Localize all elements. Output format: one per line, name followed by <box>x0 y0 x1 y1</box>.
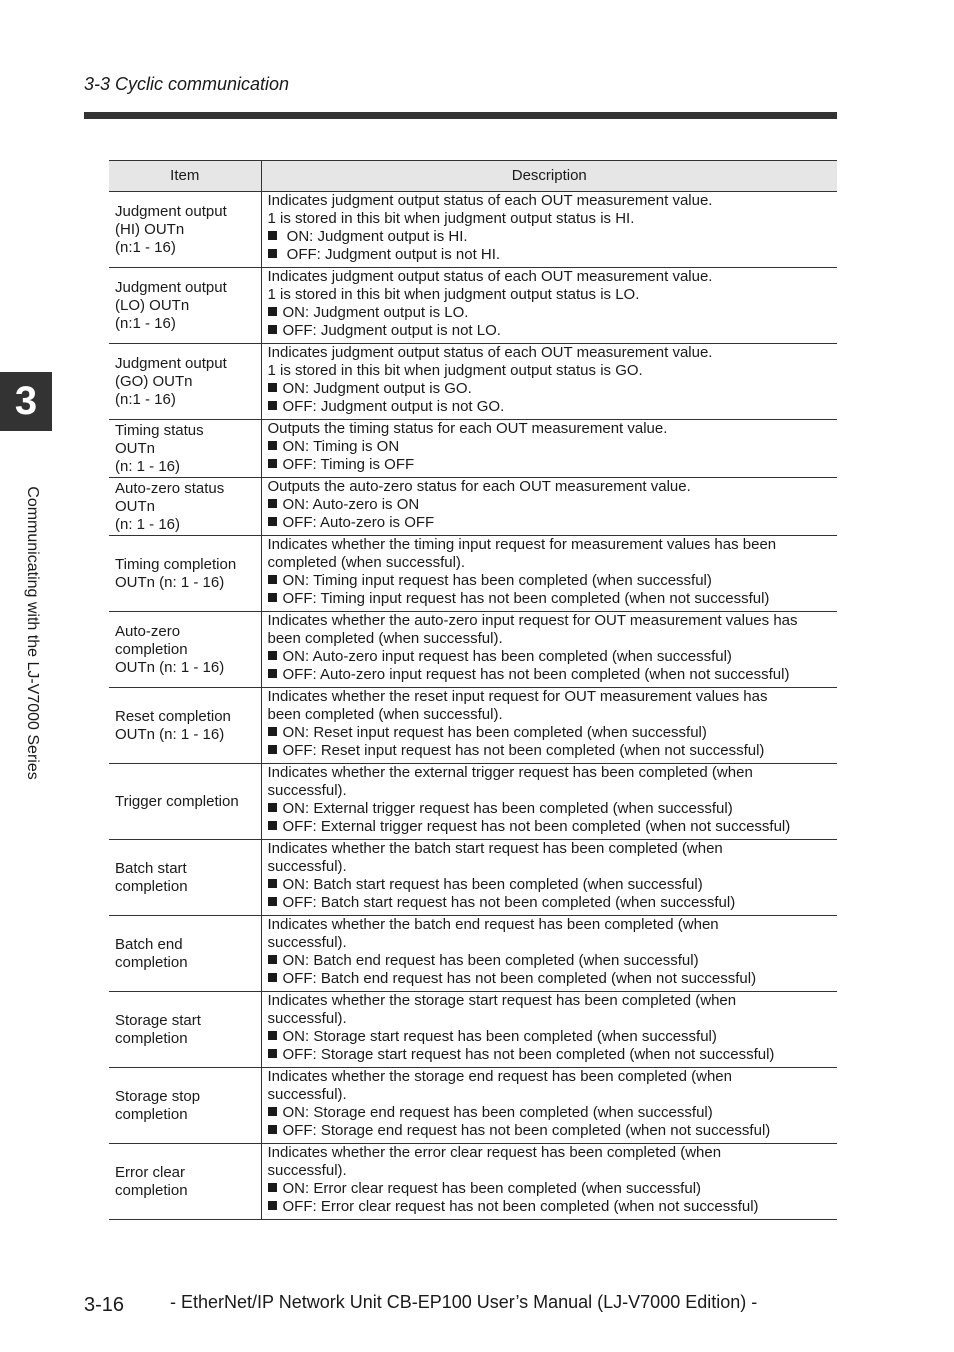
item-line: Batch start <box>115 859 187 877</box>
item-line: Auto-zero <box>115 622 181 640</box>
item-line: completion <box>115 640 188 658</box>
bullet-text: ON: Batch end request has been completed (when successful) <box>282 952 699 969</box>
bullet-line <box>268 572 832 590</box>
table-row <box>109 192 837 268</box>
row-description-cell <box>261 1068 837 1144</box>
bullet-text: ON: Timing input request has been completed (when successful) <box>282 572 712 589</box>
bullet-text: ON: Storage end request has been completed (when successful) <box>282 1104 713 1121</box>
bullet-line <box>268 952 832 970</box>
description-line: successful). <box>267 782 347 799</box>
item-line: Auto-zero status <box>115 479 225 497</box>
item-line: (LO) OUTn <box>115 296 190 314</box>
item-line: OUTn <box>115 497 156 515</box>
description-line: Indicates judgment output status of each OUT measurement value. <box>267 192 713 209</box>
bullet-line <box>268 380 832 398</box>
description-line: Indicates whether the batch start request has been completed (when <box>267 840 723 857</box>
table-row <box>109 840 837 916</box>
description-line: Indicates whether the auto-zero input request for OUT measurement values has <box>267 612 798 629</box>
table-row <box>109 764 837 840</box>
row-item-cell <box>109 688 261 764</box>
item-line: OUTn (n: 1 - 16) <box>115 658 225 676</box>
row-item-cell <box>109 192 261 268</box>
description-line: 1 is stored in this bit when judgment output status is HI. <box>267 210 635 227</box>
table-row <box>109 1144 837 1220</box>
row-item-cell <box>109 344 261 420</box>
item-line: (n:1 - 16) <box>115 390 176 408</box>
item-line: Reset completion <box>115 707 231 725</box>
bullet-text: ON: Reset input request has been completed (when successful) <box>282 724 707 741</box>
description-line: Indicates whether the timing input request for measurement values has been <box>267 536 777 553</box>
bullet-text: ON: Judgment output is HI. <box>282 228 468 245</box>
table-row <box>109 612 837 688</box>
description-line: Indicates whether the external trigger request has been completed (when <box>267 764 753 781</box>
description-line: 1 is stored in this bit when judgment output status is GO. <box>267 362 643 379</box>
bullet-line <box>268 228 832 246</box>
bullet-text: OFF: Timing input request has not been completed (when not successful) <box>282 590 770 607</box>
bullet-line <box>268 456 832 474</box>
description-line: Outputs the auto-zero status for each OUT measurement value. <box>267 478 691 495</box>
item-line: OUTn (n: 1 - 16) <box>115 725 225 743</box>
manual-title: - EtherNet/IP Network Unit CB-EP100 User’s Manual (LJ-V7000 Edition) - <box>170 1292 758 1312</box>
item-line: (n:1 - 16) <box>115 238 176 256</box>
row-item-cell <box>109 840 261 916</box>
table-row <box>109 268 837 344</box>
table-row <box>109 688 837 764</box>
bullet-line <box>268 970 832 988</box>
item-line: Trigger completion <box>115 792 239 810</box>
header-rule <box>84 112 837 119</box>
item-line: (GO) OUTn <box>115 372 193 390</box>
item-line: Judgment output <box>115 354 227 372</box>
bullet-text: ON: Judgment output is LO. <box>282 304 469 321</box>
row-description-cell <box>261 478 837 536</box>
chapter-tab: 3 <box>0 372 52 431</box>
item-line: (n:1 - 16) <box>115 314 176 332</box>
bullet-line <box>268 666 832 684</box>
bullet-line <box>268 438 832 456</box>
item-line: completion <box>115 1029 188 1047</box>
item-line: completion <box>115 1105 188 1123</box>
row-description-cell <box>261 536 837 612</box>
row-description-cell <box>261 992 837 1068</box>
item-line: OUTn <box>115 439 156 457</box>
row-item-cell <box>109 420 261 478</box>
description-line: successful). <box>267 1010 347 1027</box>
item-line: Judgment output <box>115 202 227 220</box>
description-line: completed (when successful). <box>267 554 466 571</box>
row-item-cell <box>109 612 261 688</box>
bullet-line <box>268 496 832 514</box>
bullet-text: ON: Batch start request has been completed (when successful) <box>282 876 703 893</box>
bullet-line <box>268 1180 832 1198</box>
bullet-text: ON: Auto-zero input request has been completed (when successful) <box>282 648 732 665</box>
bullet-line <box>268 894 832 912</box>
description-line: successful). <box>267 858 347 875</box>
row-description-cell <box>261 612 837 688</box>
description-line: 1 is stored in this bit when judgment output status is LO. <box>267 286 640 303</box>
bullet-line <box>268 1046 832 1064</box>
row-description-cell <box>261 916 837 992</box>
item-line: completion <box>115 877 188 895</box>
row-description-cell <box>261 688 837 764</box>
row-description-cell <box>261 344 837 420</box>
bullet-line <box>268 304 832 322</box>
description-line: Indicates judgment output status of each OUT measurement value. <box>267 344 713 361</box>
row-description-cell <box>261 1144 837 1220</box>
bullet-text: OFF: Judgment output is not LO. <box>282 322 501 339</box>
bullet-line <box>268 1122 832 1140</box>
section-title: 3-3 Cyclic communication <box>84 74 290 94</box>
table-row <box>109 916 837 992</box>
table-header-row <box>109 161 837 192</box>
description-line: Indicates whether the error clear request has been completed (when <box>267 1144 722 1161</box>
row-item-cell <box>109 1068 261 1144</box>
bullet-text: OFF: Reset input request has not been completed (when not successful) <box>282 742 765 759</box>
description-line: successful). <box>267 1162 347 1179</box>
bullet-text: OFF: Judgment output is not GO. <box>282 398 505 415</box>
bullet-text: OFF: Error clear request has not been completed (when not successful) <box>282 1198 759 1215</box>
bullet-text: OFF: External trigger request has not been completed (when not successful) <box>282 818 791 835</box>
bullet-line <box>268 1198 832 1216</box>
bullet-text: OFF: Batch end request has not been completed (when not successful) <box>282 970 757 987</box>
bullet-line <box>268 398 832 416</box>
description-line: been completed (when successful). <box>267 630 503 647</box>
item-line: Storage stop <box>115 1087 201 1105</box>
row-description-cell <box>261 840 837 916</box>
bullet-text: OFF: Auto-zero input request has not been completed (when not successful) <box>282 666 790 683</box>
description-line: Outputs the timing status for each OUT measurement value. <box>267 420 668 437</box>
table-row <box>109 992 837 1068</box>
table-row <box>109 420 837 478</box>
item-line: completion <box>115 953 188 971</box>
row-item-cell <box>109 764 261 840</box>
bullet-line <box>268 590 832 608</box>
bullet-text: ON: Judgment output is GO. <box>282 380 472 397</box>
item-line: Batch end <box>115 935 183 953</box>
item-line: completion <box>115 1181 188 1199</box>
bullet-line <box>268 514 832 532</box>
chapter-side-label: Communicating with the LJ-V7000 Series <box>24 486 41 780</box>
table-row <box>109 536 837 612</box>
row-description-cell <box>261 268 837 344</box>
row-item-cell <box>109 268 261 344</box>
description-line: Indicates judgment output status of each OUT measurement value. <box>267 268 713 285</box>
row-item-cell <box>109 1144 261 1220</box>
item-line: OUTn (n: 1 - 16) <box>115 573 225 591</box>
row-description-cell <box>261 420 837 478</box>
item-line: Timing status <box>115 421 204 439</box>
column-header-description: Description <box>261 161 837 192</box>
item-line: (n: 1 - 16) <box>115 515 181 533</box>
bullet-text: OFF: Storage start request has not been completed (when not successful) <box>282 1046 775 1063</box>
bullet-text: ON: External trigger request has been completed (when successful) <box>282 800 733 817</box>
description-line: successful). <box>267 1086 347 1103</box>
bullet-line <box>268 724 832 742</box>
spec-table <box>109 160 837 1220</box>
bullet-text: OFF: Auto-zero is OFF <box>282 514 435 531</box>
bullet-text: ON: Error clear request has been completed (when successful) <box>282 1180 702 1197</box>
bullet-line <box>268 648 832 666</box>
bullet-text: OFF: Storage end request has not been completed (when not successful) <box>282 1122 771 1139</box>
description-line: Indicates whether the storage end request has been completed (when <box>267 1068 732 1085</box>
description-line: Indicates whether the reset input request for OUT measurement values has <box>267 688 768 705</box>
item-line: Storage start <box>115 1011 201 1029</box>
row-description-cell <box>261 192 837 268</box>
bullet-line <box>268 818 832 836</box>
table-body <box>109 192 837 1220</box>
table-row <box>109 1068 837 1144</box>
row-item-cell <box>109 992 261 1068</box>
description-line: Indicates whether the storage start request has been completed (when <box>267 992 737 1009</box>
item-line: Error clear <box>115 1163 186 1181</box>
bullet-line <box>268 246 832 264</box>
bullet-line <box>268 1104 832 1122</box>
table-row <box>109 344 837 420</box>
bullet-line <box>268 322 832 340</box>
description-line: Indicates whether the batch end request has been completed (when <box>267 916 719 933</box>
bullet-line <box>268 876 832 894</box>
item-line: Timing completion <box>115 555 237 573</box>
bullet-text: OFF: Judgment output is not HI. <box>282 246 501 263</box>
row-description-cell <box>261 764 837 840</box>
row-item-cell <box>109 536 261 612</box>
row-item-cell <box>109 916 261 992</box>
bullet-text: OFF: Timing is OFF <box>282 456 415 473</box>
page-number: 3-16 <box>84 1294 125 1316</box>
bullet-text: ON: Timing is ON <box>282 438 400 455</box>
bullet-line <box>268 742 832 760</box>
item-line: (HI) OUTn <box>115 220 185 238</box>
description-line: been completed (when successful). <box>267 706 503 723</box>
item-line: Judgment output <box>115 278 227 296</box>
row-item-cell <box>109 478 261 536</box>
bullet-line <box>268 1028 832 1046</box>
bullet-text: ON: Auto-zero is ON <box>282 496 420 513</box>
table-row <box>109 478 837 536</box>
item-line: (n: 1 - 16) <box>115 457 181 475</box>
bullet-text: OFF: Batch start request has not been completed (when successful) <box>282 894 736 911</box>
bullet-text: ON: Storage start request has been completed (when successful) <box>282 1028 717 1045</box>
column-header-item: Item <box>109 161 261 192</box>
bullet-line <box>268 800 832 818</box>
description-line: successful). <box>267 934 347 951</box>
